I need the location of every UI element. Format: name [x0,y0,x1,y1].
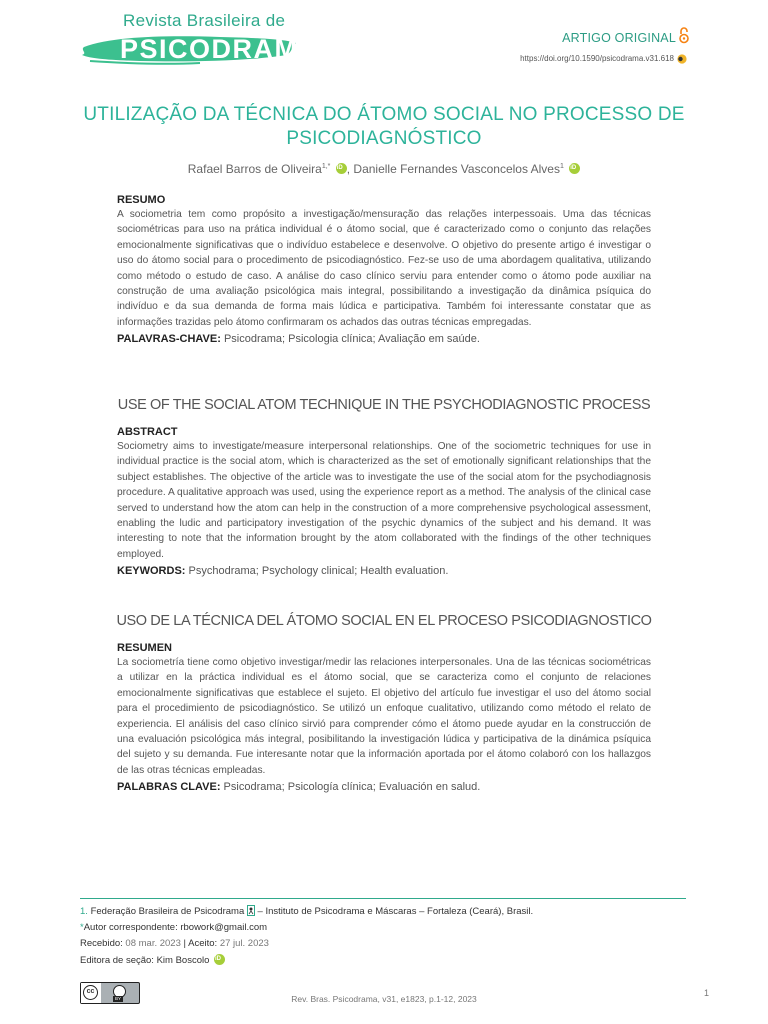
cc-icon: cc [83,985,98,1000]
affiliation-text-a: Federação Brasileira de Psicodrama [90,906,245,918]
abstract-section [117,426,651,577]
by-label: BY [115,996,122,1001]
journal-header [0,0,768,80]
keywords-text: Psicodrama; Psicologia clínica; Avaliação em saúde. [223,333,480,346]
affiliation-text-b: – Instituto de Psicodrama e Máscaras – Fortaleza (Ceará), Brasil. [257,906,534,918]
author-affiliation-mark: 1 [559,163,564,170]
affiliation-number: 1. [80,906,88,918]
spanish-title: USO DE LA TÉCNICA DEL ÁTOMO SOCIAL EN EL PROCESO PSICODIAGNOSTICO [116,613,652,629]
journal-name-main: PSICODRAMA [120,34,320,64]
received-date: 08 mar. 2023 [125,938,181,949]
resumen-heading: RESUMEN [117,642,173,654]
palabras-clave [117,781,651,793]
journal-name-top: Revista Brasileira de [123,11,286,30]
dates-separator: | [183,938,189,949]
resumen-text: La sociometría tiene como objetivo investigar/medir las relaciones interpersonales. Una de las técnicas sociométricas a utilizar en la práctica individual es el átomo social, que se caracteriza como el conjunto de relaciones emocionalmente significativas que establece el sujeto. El objetivo del artículo fue investigar el uso del átomo social para el procedimiento de psicodiagnóstico. Se utilizó un enfoque cualitativo, utilizando como método el relato de experiencia. El análisis del caso clínico sirvió para comprender cómo el átomo puede ayudar en la construcción de una evaluación psicológica más integral, posibilitando la investigación lúdica y participativa de la dinámica psíquica del sujeto y su demanda. Fue interesante notar que la información aportada por el átomo colaboró con los hallazgos de las otras técnicas empleadas. [117,657,651,776]
footnote-dates [80,938,269,949]
author-separator: , [346,162,354,176]
received-label: Recebido: [80,938,123,949]
palavras-chave [117,333,651,345]
resumo-heading: RESUMO [117,194,166,206]
abstract-heading: ABSTRACT [117,426,178,438]
keywords-label: PALABRAS CLAVE: [117,781,221,794]
resumo-text: A sociometria tem como propósito a investigação/mensuração das relações interpessoais. Uma das técnicas sociométricas para uso na prática individual é o átomo social, que é caracterizado como o conjunto das relações emocionalmente significativas que o indivíduo estabelece e desenvolve. O objetivo do presente artigo é investigar o uso do átomo social para o procedimento de psicodiagnóstico. Fez-se uso de uma abordagem qualitativa, utilizando como método o estudo de caso. A análise do caso clínico serviu para entender como o átomo pode auxiliar na construção de uma avaliação psicológica mais integral, possibilitando a investigação da dinâmica psíquica do indivíduo e da sua demanda de forma mais lúdica e participativa. Também foi interessante constatar que as informações trazidas pelo átomo confirmaram os achados das outras técnicas empregadas. [117,209,651,328]
section-editor: Editora de seção: Kim Boscolo [80,955,210,967]
page-number: 1 [704,988,710,998]
citation-footer: Rev. Bras. Psicodrama, v31, e1823, p.1-12, 2023 [291,994,477,1004]
author-name: Rafael Barros de Oliveira [187,162,322,176]
orcid-icon[interactable] [569,163,580,174]
author-affiliation-mark: 1,* [321,163,331,170]
corresponding-mark: * [80,922,84,933]
footnote-divider [80,898,686,899]
open-access-icon [678,27,690,44]
accepted-date: 27 jul. 2023 [219,938,269,949]
keywords [117,565,651,577]
orcid-icon[interactable] [214,954,225,965]
article-type-label: ARTIGO ORIGINAL [562,31,676,45]
author-list [80,162,688,176]
resumen-section [117,642,651,793]
footnote-affiliation [80,906,533,917]
english-title: USE OF THE SOCIAL ATOM TECHNIQUE IN THE PSYCHODIAGNOSTIC PROCESS [117,397,651,413]
footnote-editor [80,955,225,966]
resumo-section [117,194,651,345]
abstract-text: Sociometry aims to investigate/measure interpersonal relationships. One of the sociometric techniques for use in individual practice is the social atom, which is characterized as the set of emotionally significant relationships that the subject establishes. The objective of the article was to investigate the use of the social atom for the psychodiagnosis procedure. A qualitative approach was used, using the experience report as a method. The analysis of the clinical case served to understand how the atom can help in the construction of a more comprehensive psychological assessment, enabling the ludic and participatory investigation of the psychic dynamics of the subject and his demand. It was interesting to note that the information brought by the atom collaborated with the findings of the other techniques employed. [117,441,651,560]
doi-link[interactable]: https://doi.org/10.1590/psicodrama.v31.618 [520,54,674,63]
institution-icon [247,905,255,916]
author-name: Danielle Fernandes Vasconcelos Alves [353,162,560,176]
orcid-icon[interactable] [336,163,347,174]
keywords-label: KEYWORDS: [117,565,186,578]
article-title: UTILIZAÇÃO DA TÉCNICA DO ÁTOMO SOCIAL NO PROCESSO DE PSICODIAGNÓSTICO [83,104,685,149]
keywords-text: Psychodrama; Psychology clinical; Health evaluation. [188,565,449,578]
corresponding-text: Autor correspondente: rbowork@gmail.com [83,922,268,933]
keywords-label: PALAVRAS-CHAVE: [117,333,221,346]
keywords-text: Psicodrama; Psicología clínica; Evaluación en salud. [223,781,481,794]
crossmark-icon [676,54,688,64]
footnote-corresponding [80,922,267,933]
accepted-label: Aceito: [188,938,218,949]
